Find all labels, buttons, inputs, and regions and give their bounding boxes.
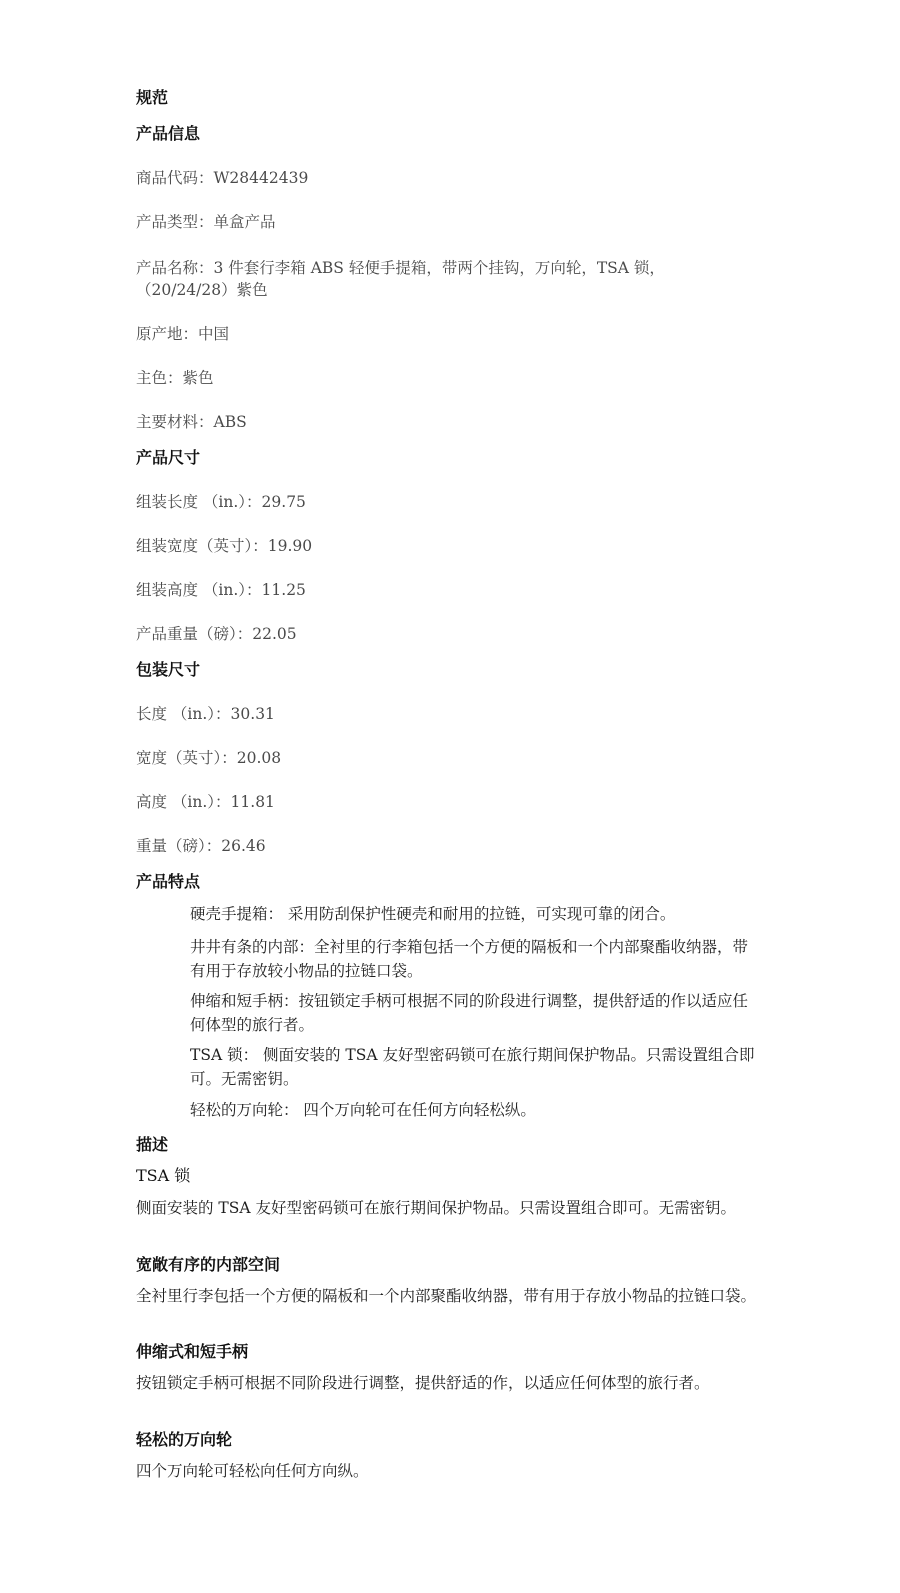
feature-item: TSA 锁： 侧面安装的 TSA 友好型密码锁可在旅行期间保护物品。只需设置组合即可。无需密钥。 [190, 1046, 755, 1088]
product-weight-line: 产品重量（磅）：22.05 [136, 625, 297, 643]
package-height-line: 高度 （in.）：11.81 [136, 793, 275, 811]
product-type-line: 产品类型：单盒产品 [136, 213, 276, 231]
assembled-length-line: 组装长度 （in.）：29.75 [136, 493, 306, 511]
feature-item: 伸缩和短手柄：按钮锁定手柄可根据不同的阶段进行调整，提供舒适的作以适应任何体型的旅行者。 [190, 992, 749, 1034]
package-width-line: 宽度（英寸）：20.08 [136, 749, 282, 767]
desc-section-text: 侧面安装的 TSA 友好型密码锁可在旅行期间保护物品。只需设置组合即可。无需密钥。 [136, 1199, 737, 1217]
package-length-line: 长度 （in.）：30.31 [136, 705, 275, 723]
assembled-height-line: 组装高度 （in.）：11.25 [136, 581, 306, 599]
desc-section-title: TSA 锁 [136, 1166, 191, 1185]
feature-item: 井井有条的内部：全衬里的行李箱包括一个方便的隔板和一个内部聚酯收纳器，带有用于存放较小物品的拉链口袋。 [190, 938, 749, 980]
desc-section-title: 轻松的万向轮 [136, 1430, 233, 1449]
package-dimensions-heading: 包装尺寸 [136, 660, 201, 679]
assembled-width-line: 组装宽度（英寸）：19.90 [136, 537, 313, 555]
material-line: 主要材料：ABS [136, 413, 247, 431]
package-weight-line: 重量（磅）：26.46 [136, 837, 266, 855]
desc-section-text: 全衬里行李包括一个方便的隔板和一个内部聚酯收纳器，带有用于存放小物品的拉链口袋。 [136, 1287, 757, 1305]
description-heading: 描述 [136, 1135, 169, 1154]
desc-section-title: 伸缩式和短手柄 [136, 1342, 249, 1361]
origin-line: 原产地：中国 [136, 325, 230, 343]
spec-heading: 规范 [136, 88, 169, 107]
desc-section-text: 按钮锁定手柄可根据不同阶段进行调整，提供舒适的作，以适应任何体型的旅行者。 [136, 1374, 710, 1392]
feature-item: 硬壳手提箱： 采用防刮保护性硬壳和耐用的拉链，可实现可靠的闭合。 [190, 905, 676, 923]
features-heading: 产品特点 [136, 872, 201, 891]
product-dimensions-heading: 产品尺寸 [136, 448, 201, 467]
color-line: 主色：紫色 [136, 369, 214, 387]
product-info-heading: 产品信息 [136, 124, 201, 143]
feature-item: 轻松的万向轮： 四个万向轮可在任何方向轻松纵。 [190, 1101, 536, 1119]
desc-section-title: 宽敞有序的内部空间 [136, 1255, 281, 1274]
sku-line: 商品代码：W28442439 [136, 169, 309, 187]
product-name-line: 产品名称：3 件套行李箱 ABS 轻便手提箱，带两个挂钩，万向轮，TSA 锁，（20/24/28）紫色 [136, 259, 665, 299]
desc-section-text: 四个万向轮可轻松向任何方向纵。 [136, 1462, 369, 1480]
